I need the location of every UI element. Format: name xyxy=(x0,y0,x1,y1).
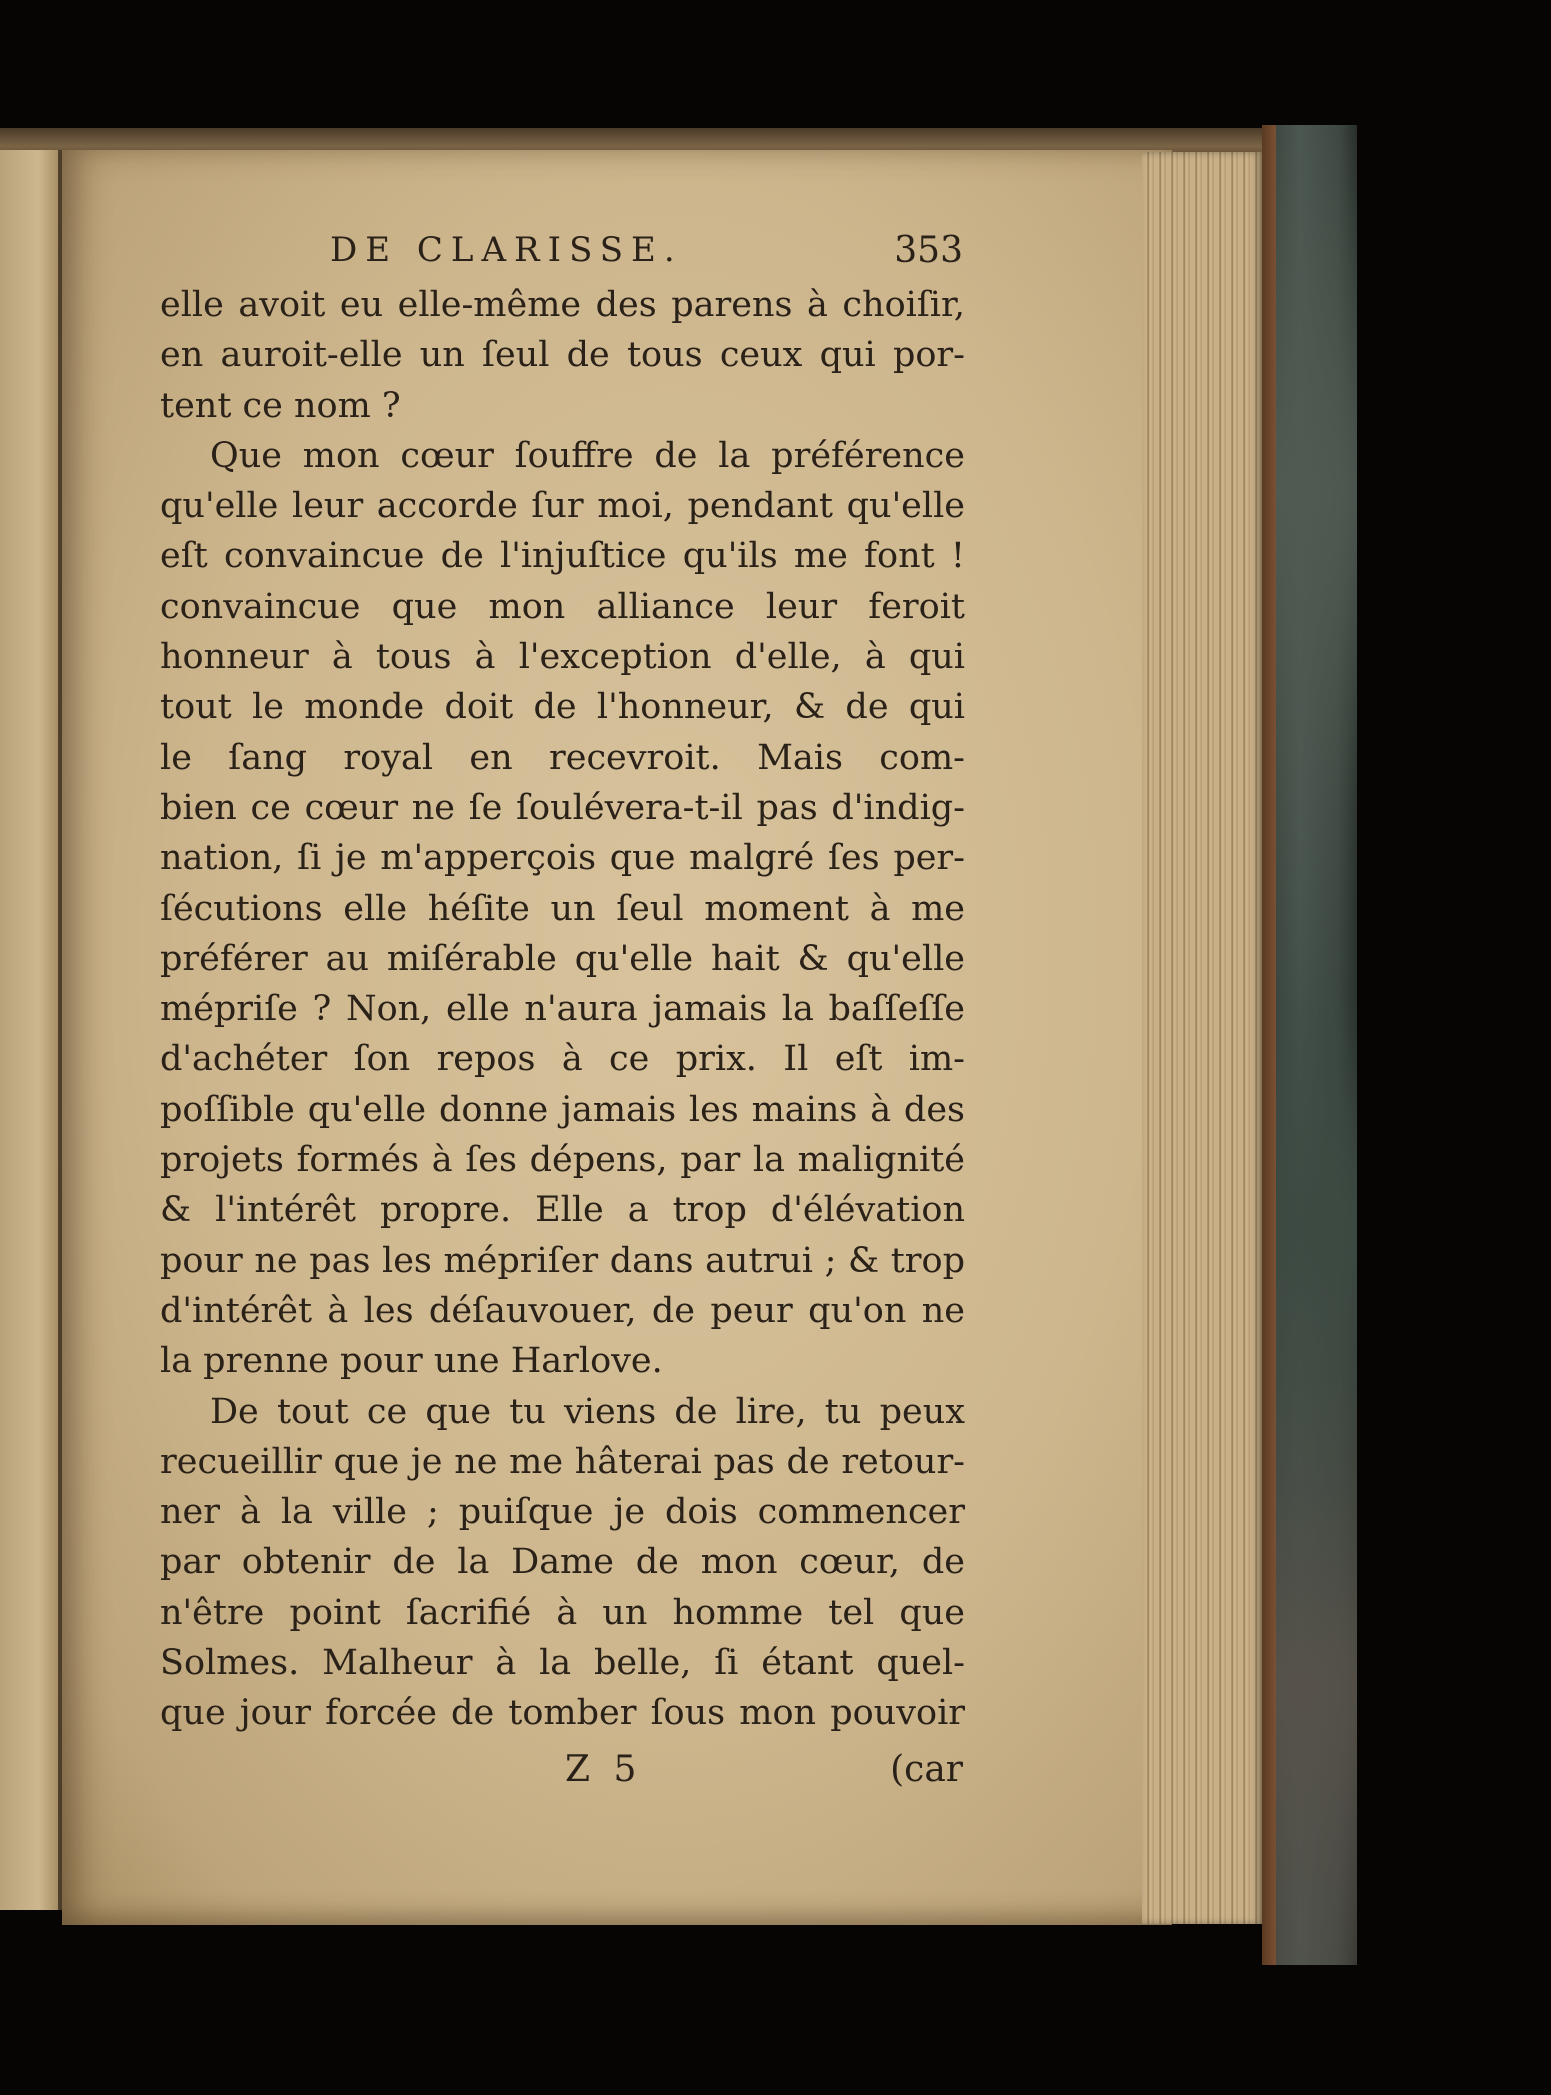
text-line: De tout ce que tu viens de lire, tu peux xyxy=(210,1391,965,1432)
text-line: honneur à tous à l'exception d'elle, à qui xyxy=(160,637,965,678)
leather-binding-edge xyxy=(1262,125,1276,1965)
text-line: tout le monde doit de l'honneur, & de qui xyxy=(160,687,965,728)
running-head-title: DE CLARISSE. xyxy=(330,230,683,270)
text-line: préférer au miſérable qu'elle hait & qu'elle xyxy=(160,938,965,979)
text-line: projets formés à ſes dépens, par la malignité xyxy=(160,1140,965,1181)
text-line: ner à la ville ; puiſque je dois commencer xyxy=(160,1492,965,1533)
page-number: 353 xyxy=(894,230,963,271)
catchword: (car xyxy=(890,1748,963,1790)
text-line: le ſang royal en recevroit. Mais com- xyxy=(160,737,965,778)
text-line: qu'elle leur accorde ſur moi, pendant qu'elle xyxy=(160,486,965,527)
text-line: tent ce nom ? xyxy=(160,385,401,426)
text-line: que jour forcée de tomber ſous mon pouvoir xyxy=(160,1693,965,1734)
text-line: par obtenir de la Dame de mon cœur, de xyxy=(160,1542,965,1583)
text-line: poſſible qu'elle donne jamais les mains à des xyxy=(160,1089,965,1130)
page-block-edges xyxy=(1142,152,1262,1924)
text-line: en auroit-elle un ſeul de tous ceux qui por- xyxy=(160,335,965,376)
page-footer xyxy=(160,1741,965,1801)
text-block xyxy=(160,220,965,1801)
text-line: Que mon cœur ſouffre de la préférence xyxy=(210,435,965,476)
text-line: elle avoit eu elle-même des parens à choiſir, xyxy=(160,285,965,325)
text-line: d'achéter ſon repos à ce prix. Il eſt im- xyxy=(160,1039,965,1080)
signature-mark: Z 5 xyxy=(565,1748,643,1790)
text-line: bien ce cœur ne ſe ſoulévera-t-il pas d'indig- xyxy=(160,787,965,828)
facing-page-edge xyxy=(0,150,70,1910)
text-line: nation, ſi je m'apperçois que malgré ſes per- xyxy=(160,838,965,879)
marbled-cover xyxy=(1262,125,1357,1965)
text-line: eſt convaincue de l'injuſtice qu'ils me font ! xyxy=(160,536,965,577)
text-line: mépriſe ? Non, elle n'aura jamais la baſſeſſe xyxy=(160,989,965,1030)
text-line: recueillir que je ne me hâterai pas de retour- xyxy=(160,1441,965,1482)
text-line: convaincue que mon alliance leur feroit xyxy=(160,586,965,627)
text-line: & l'intérêt propre. Elle a trop d'élévation xyxy=(160,1190,965,1231)
text-line: Solmes. Malheur à la belle, ſi étant quel- xyxy=(160,1643,965,1684)
text-line: d'intérêt à les déſauvouer, de peur qu'on ne xyxy=(160,1290,965,1331)
text-line: pour ne pas les mépriſer dans autrui ; & trop xyxy=(160,1240,965,1281)
body-text xyxy=(160,280,965,1739)
text-line: ſécutions elle héſite un ſeul moment à me xyxy=(160,888,965,929)
text-line: n'être point ſacrifié à un homme tel que xyxy=(160,1592,965,1633)
running-head xyxy=(160,220,965,280)
text-line: la prenne pour une Harlove. xyxy=(160,1341,663,1382)
